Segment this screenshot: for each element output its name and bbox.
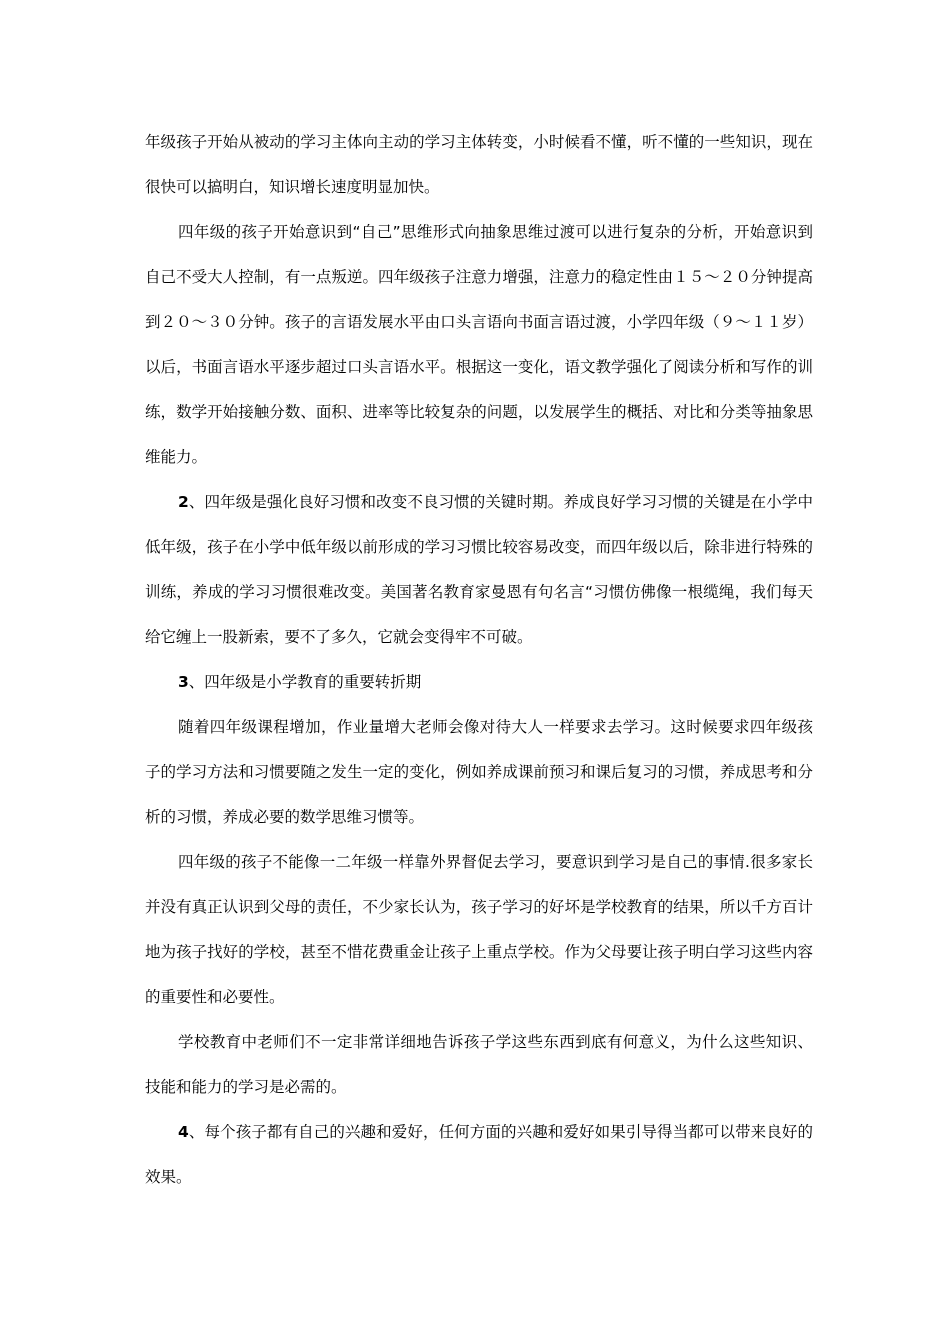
paragraph-text: 四年级的孩子开始意识到“自己”思维形式向抽象思维过渡可以进行复杂的分析，开始意识到自己不受大人控制，有一点叛逆。四年级孩子注意力增强，注意力的稳定性由１５～２０分钟提高到２０～３０分钟。孩子的言语发展水平由口头言语向书面言语过渡，小学四年级（９～１１岁）以后，书面言语水平逐步超过口头言语水平。根据这一变化，语文教学强化了阅读分析和写作的训练，数学开始接触分数、面积、进率等比较复杂的问题，以发展学生的概括、对比和分类等抽象思维能力。 <box>145 223 813 466</box>
section-number: 4 <box>178 1123 189 1141</box>
paragraph <box>145 705 813 840</box>
paragraph-text: 、四年级是小学教育的重要转折期 <box>188 673 422 691</box>
paragraph-text: 、每个孩子都有自己的兴趣和爱好，任何方面的兴趣和爱好如果引导得当都可以带来良好的效果。 <box>145 1123 813 1186</box>
paragraph-text: 四年级的孩子不能像一二年级一样靠外界督促去学习，要意识到学习是自己的事情.很多家长并没有真正认识到父母的责任，不少家长认为，孩子学习的好坏是学校教育的结果，所以千方百计地为孩子找好的学校，甚至不惜花费重金让孩子上重点学校。作为父母要让孩子明白学习这些内容的重要性和必要性。 <box>145 853 813 1006</box>
paragraph <box>145 660 813 705</box>
paragraph <box>145 480 813 660</box>
paragraph-text: 学校教育中老师们不一定非常详细地告诉孩子学这些东西到底有何意义，为什么这些知识、技能和能力的学习是必需的。 <box>145 1033 813 1096</box>
document-body <box>145 120 813 1200</box>
paragraph <box>145 840 813 1020</box>
paragraph <box>145 1020 813 1110</box>
paragraph-text: 、四年级是强化良好习惯和改变不良习惯的关键时期。养成良好学习习惯的关键是在小学中低年级，孩子在小学中低年级以前形成的学习习惯比较容易改变，而四年级以后，除非进行特殊的训练，养成的学习习惯很难改变。美国著名教育家曼恩有句名言“习惯仿佛像一根缆绳，我们每天给它缠上一股新索，要不了多久，它就会变得牢不可破。 <box>145 493 813 646</box>
paragraph <box>145 120 813 210</box>
paragraph <box>145 210 813 480</box>
section-number: 2 <box>178 493 189 511</box>
paragraph <box>145 1110 813 1200</box>
paragraph-text: 随着四年级课程增加，作业量增大老师会像对待大人一样要求去学习。这时候要求四年级孩子的学习方法和习惯要随之发生一定的变化，例如养成课前预习和课后复习的习惯，养成思考和分析的习惯，养成必要的数学思维习惯等。 <box>145 718 813 826</box>
section-number: 3 <box>178 673 189 691</box>
paragraph-text: 年级孩子开始从被动的学习主体向主动的学习主体转变，小时候看不懂，听不懂的一些知识，现在很快可以搞明白，知识增长速度明显加快。 <box>145 133 813 196</box>
